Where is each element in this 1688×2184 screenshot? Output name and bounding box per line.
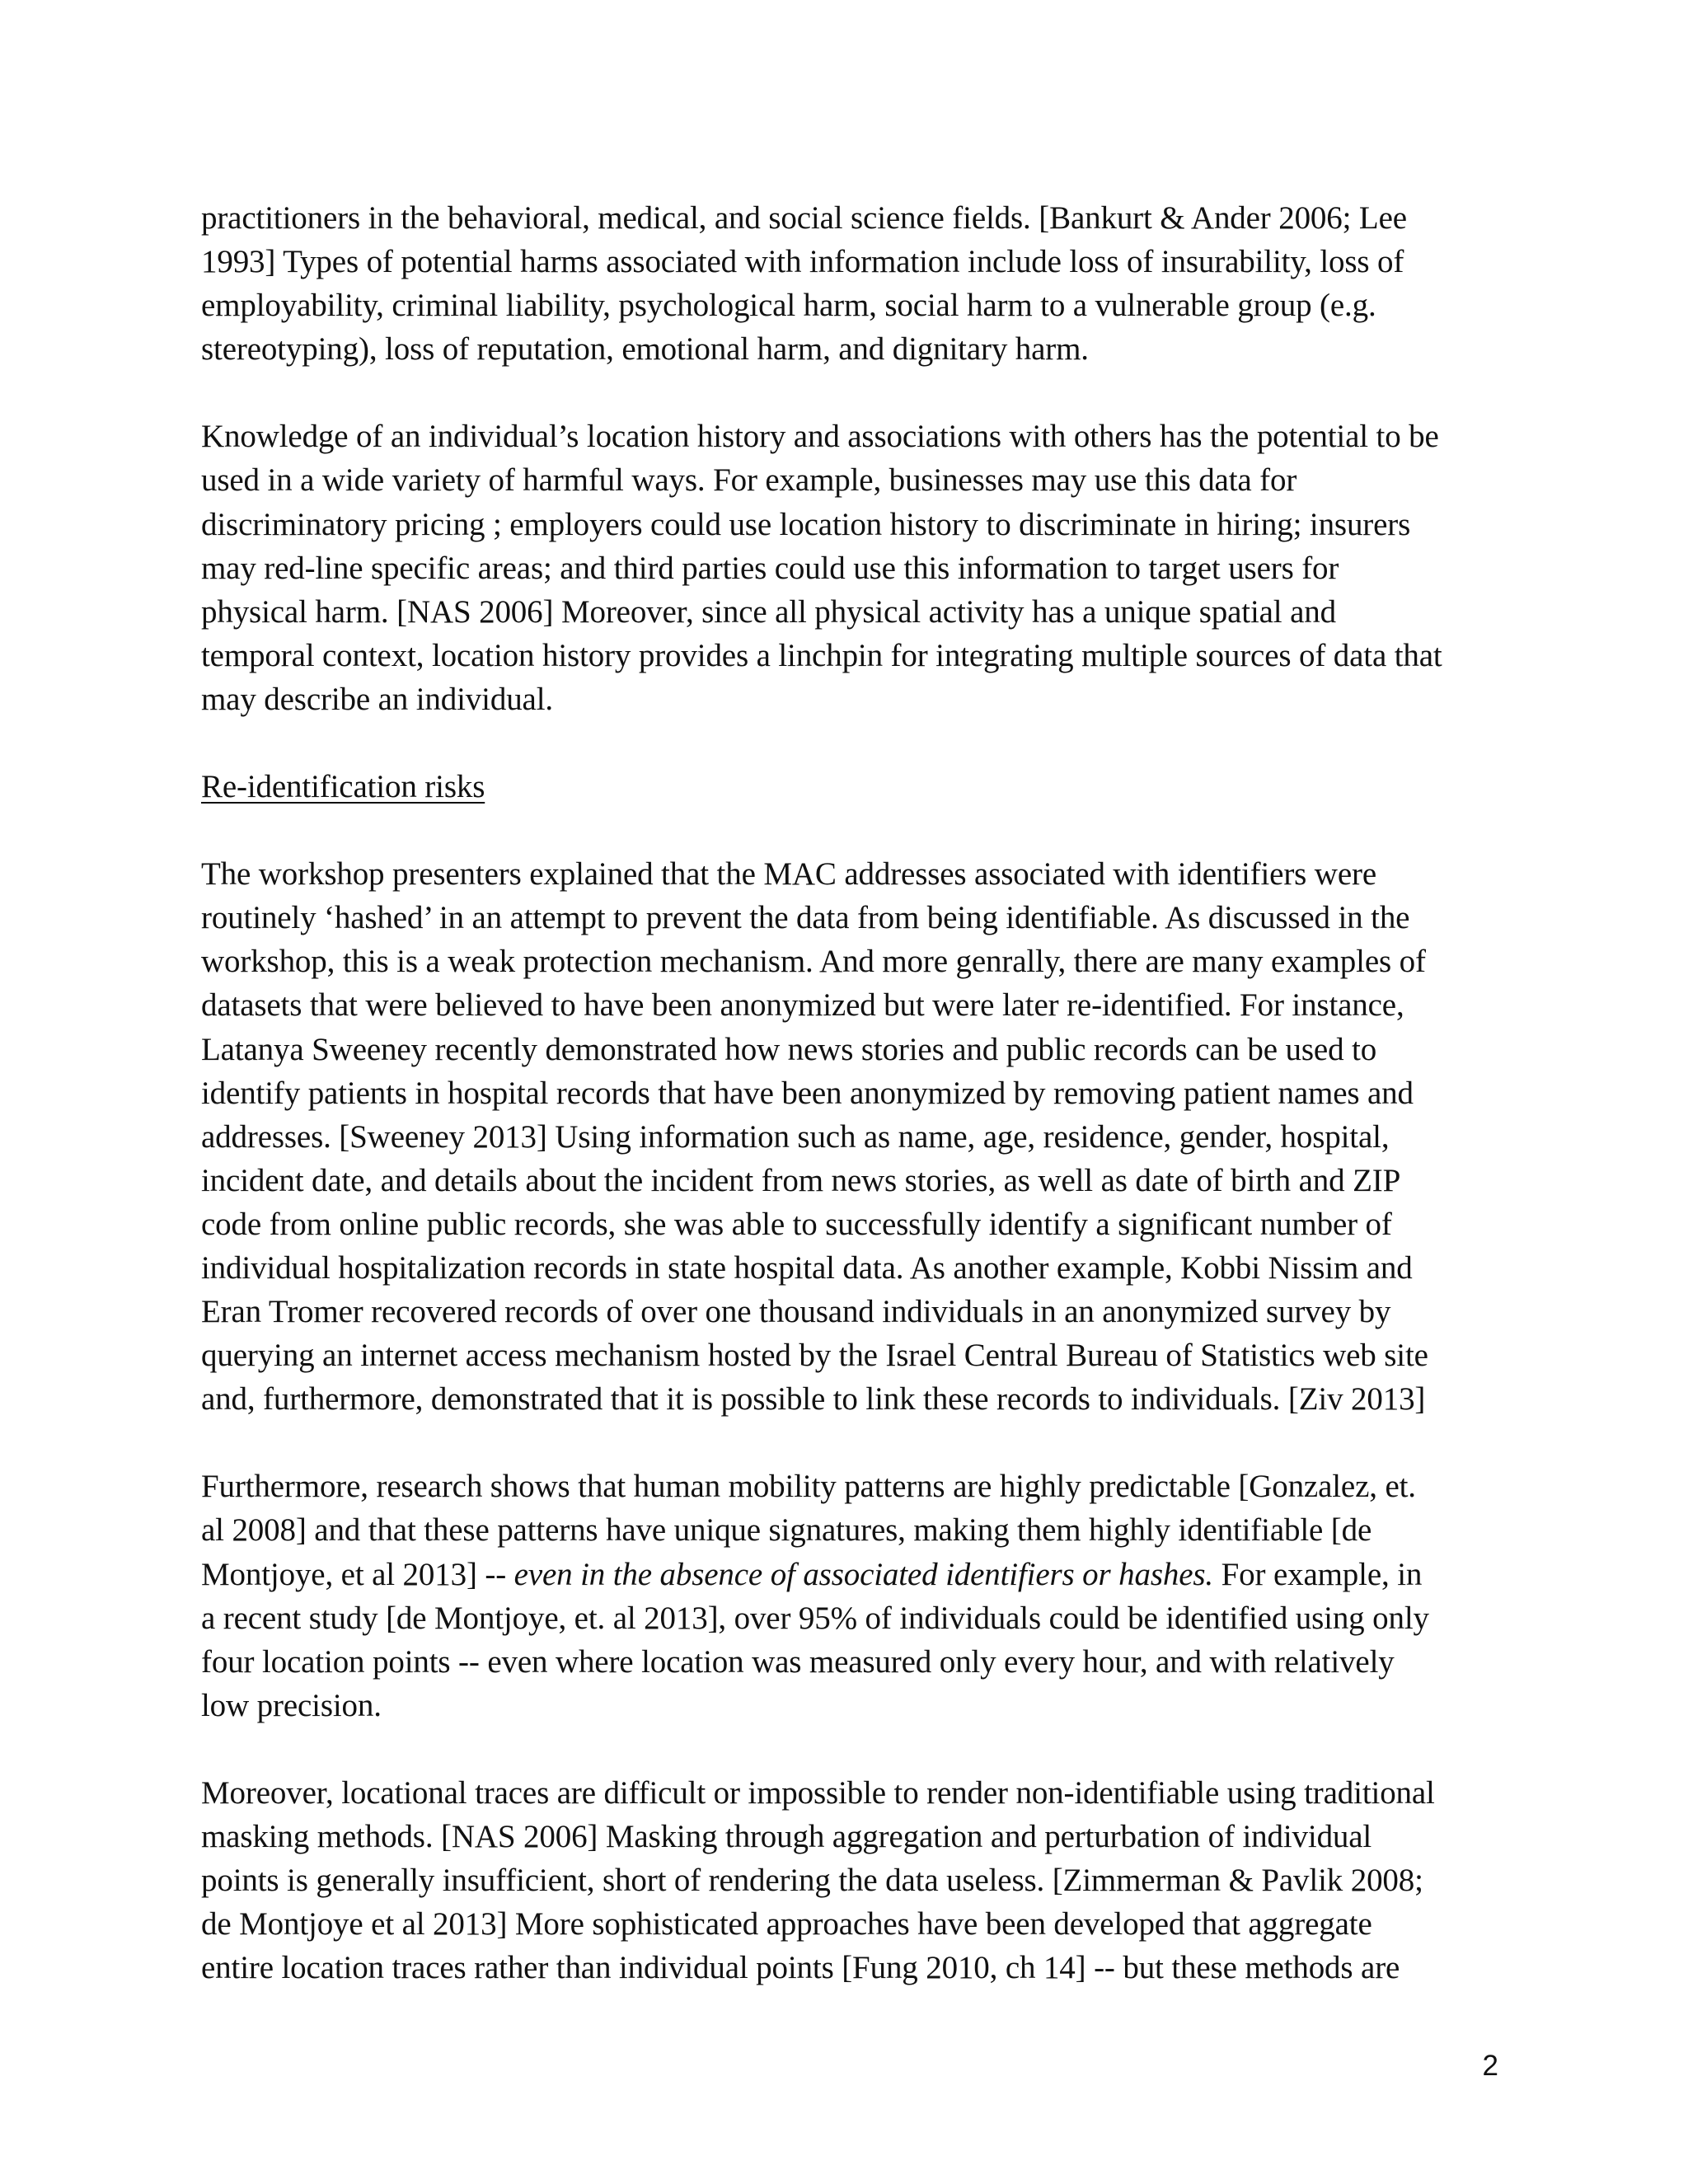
text-line: datasets that were believed to have been anonymized but were later re-identified. For instance,	[201, 987, 1404, 1024]
paragraph-location-history	[201, 415, 1495, 721]
section-heading-wrapper	[201, 765, 1495, 852]
text-line: routinely ‘hashed’ in an attempt to prevent the data from being identifiable. As discussed in the	[201, 900, 1410, 936]
page-number: 2	[1482, 2050, 1498, 2082]
text-line: four location points -- even where location was measured only every hour, and with relatively	[201, 1643, 1395, 1680]
text-line: low precision.	[201, 1687, 382, 1723]
text-line: entire location traces rather than individual points [Fung 2010, ch 14] -- but these methods are	[201, 1950, 1400, 1986]
text-run: Montjoye, et al 2013] --	[201, 1556, 514, 1592]
text-line: and, furthermore, demonstrated that it is possible to link these records to individuals. [Ziv 2013]	[201, 1381, 1426, 1418]
text-line-mixed	[201, 1553, 1495, 1596]
text-line: Moreover, locational traces are difficult or impossible to render non-identifiable using traditional	[201, 1774, 1435, 1811]
text-line: The workshop presenters explained that the MAC addresses associated with identifiers were	[201, 856, 1376, 893]
text-line: individual hospitalization records in state hospital data. As another example, Kobbi Nissim and	[201, 1249, 1413, 1286]
text-line: may describe an individual.	[201, 681, 553, 717]
text-line: workshop, this is a weak protection mechanism. And more genrally, there are many examples of	[201, 944, 1426, 980]
text-line: Eran Tromer recovered records of over one thousand individuals in an anonymized survey by	[201, 1294, 1391, 1330]
italic-emphasis: even in the absence of associated identifiers or hashes.	[513, 1556, 1214, 1592]
paragraph-mobility-patterns	[201, 1465, 1495, 1727]
text-line: temporal context, location history provides a linchpin for integrating multiple sources of data that	[201, 637, 1442, 673]
text-line: stereotyping), loss of reputation, emotional harm, and dignitary harm.	[201, 331, 1089, 368]
text-line: de Montjoye et al 2013] More sophisticated approaches have been developed that aggregate	[201, 1906, 1372, 1943]
text-line: practitioners in the behavioral, medical, and social science fields. [Bankurt & Ander 2006; Lee	[201, 200, 1407, 236]
text-line: used in a wide variety of harmful ways. For example, businesses may use this data for	[201, 462, 1297, 499]
text-line: masking methods. [NAS 2006] Masking through aggregation and perturbation of individual	[201, 1819, 1372, 1854]
text-line: Furthermore, research shows that human mobility patterns are highly predictable [Gonzalez, et.	[201, 1469, 1416, 1505]
text-line: al 2008] and that these patterns have unique signatures, making them highly identifiable [de	[201, 1512, 1372, 1549]
text-line: physical harm. [NAS 2006] Moreover, since all physical activity has a unique spatial and	[201, 593, 1336, 630]
text-line: addresses. [Sweeney 2013] Using information such as name, age, residence, gender, hospital,	[201, 1118, 1390, 1155]
text-line: incident date, and details about the incident from news stories, as well as date of birth and ZIP	[201, 1162, 1401, 1198]
text-line: 1993] Types of potential harms associated with information include loss of insurability, loss of	[201, 244, 1404, 280]
text-line: code from online public records, she was able to successfully identify a significant number of	[201, 1206, 1392, 1242]
text-line: identify patients in hospital records that have been anonymized by removing patient names and	[201, 1075, 1414, 1111]
section-heading: Re-identification risks	[201, 769, 485, 805]
text-line: employability, criminal liability, psychological harm, social harm to a vulnerable group (e.g.	[201, 288, 1376, 324]
text-line: Knowledge of an individual’s location history and associations with others has the potential to be	[201, 419, 1439, 455]
paragraph-harms	[201, 196, 1495, 371]
text-run: For example, in	[1213, 1556, 1423, 1592]
text-line: discriminatory pricing ; employers could use location history to discriminate in hiring; insurers	[201, 506, 1411, 542]
text-line: querying an internet access mechanism hosted by the Israel Central Bureau of Statistics web site	[201, 1338, 1428, 1374]
text-line: Latanya Sweeney recently demonstrated how news stories and public records can be used to	[201, 1031, 1377, 1067]
text-line: may red-line specific areas; and third parties could use this information to target users for	[201, 550, 1339, 586]
text-line: points is generally insufficient, short of rendering the data useless. [Zimmerman & Pavlik 2008;	[201, 1863, 1423, 1899]
page-body	[201, 196, 1495, 2033]
text-line: a recent study [de Montjoye, et. al 2013], over 95% of individuals could be identified using only	[201, 1600, 1429, 1636]
paragraph-reidentification	[201, 852, 1495, 1421]
paragraph-masking-methods	[201, 1771, 1495, 1990]
